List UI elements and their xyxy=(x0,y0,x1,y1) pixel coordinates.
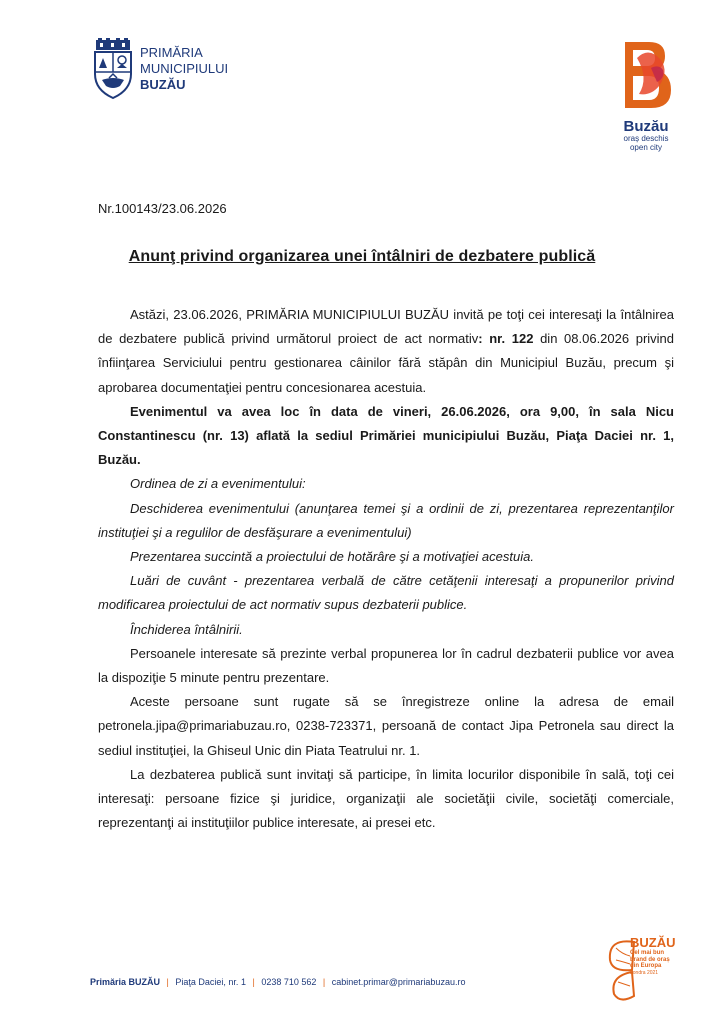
paragraph-speaking-time: Persoanele interesate să prezinte verbal propunerea lor în cadrul dezbaterii publice vor avea la dispoziţie 5 minute pentru prezentare. xyxy=(98,645,674,686)
institution-line-2: MUNICIPIULUI xyxy=(140,61,229,76)
agenda-item-presentation: Prezentarea succintă a proiectului de hotărâre şi a motivaţiei acestuia. xyxy=(130,549,534,565)
award-line-1: Cel mai bun xyxy=(630,950,665,956)
agenda-item-opening: Deschiderea evenimentului (anunţarea temei şi a ordinii de zi, prezentarea reprezentanţilor instituţiei şi a regulilor de desfăşurare a evenimentului) xyxy=(98,500,674,540)
paragraph-agenda-heading: Ordinea de zi a evenimentului: xyxy=(130,476,306,492)
award-line-3: din Europa xyxy=(630,963,662,969)
paragraph-participants: La dezbaterea publică sunt invitaţi să participe, în limita locurilor disponibile în sală, toţi cei interesaţi: persoane fizice şi juridice, organizaţii ale societăţii civile, societăţi comerciale, reprezentanţi ai instituţiilor publice interesate, ai presei etc. xyxy=(98,766,674,831)
footer-separator: | xyxy=(252,977,255,987)
document-body xyxy=(98,303,674,835)
award-line-2: brand de oraș xyxy=(630,956,670,963)
paragraph-intro-text-c: din 08.06.2026 privind înfiinţarea Serviciului pentru gestionarea câinilor fără stăpân din Municipiul Buzău, precum şi aprobarea documentaţiei pentru concesionarea acestuia. xyxy=(98,331,675,395)
institution-line-3: BUZĂU xyxy=(140,77,186,92)
footer-phone: 0238 710 562 xyxy=(261,977,317,987)
agenda-item-speeches: Luări de cuvânt - prezentarea verbală de către cetăţenii interesaţi a propunerilor privind modificarea proiectului de act normativ supus dezbaterii publice. xyxy=(98,573,674,613)
agenda-item-closing: Închiderea întâlnirii. xyxy=(130,621,243,637)
paragraph-intro xyxy=(98,303,674,400)
coat-of-arms-icon xyxy=(92,38,134,100)
municipality-logo xyxy=(92,38,228,100)
paragraph-intro-text-b: : nr. 122 xyxy=(478,331,534,347)
award-line-4: Londra 2021 xyxy=(630,969,659,976)
footer-org: Primăria BUZĂU xyxy=(90,977,161,987)
award-title: BUZĂU xyxy=(630,935,676,950)
footer-email: cabinet.primar@primariabuzau.ro xyxy=(331,977,466,987)
footer-address: Piaţa Daciei, nr. 1 xyxy=(175,977,246,987)
city-brand-logo xyxy=(606,38,686,152)
paragraph-event-details: Evenimentul va avea loc în data de vineri, 26.06.2026, ora 9,00, în sala Nicu Constantinescu (nr. 13) aflată la sediul Primăriei municipiului Buzău, Piaţa Daciei nr. 1, Buzău. xyxy=(98,403,674,468)
paragraph-intro-text-a: Astăzi, 23.06.2026, PRIMĂRIA MUNICIPIULUI BUZĂU invită pe toţi cei interesaţi la întâlnirea de dezbatere publică privind următorul proiect de act normativ xyxy=(98,307,674,347)
document-title: Anunţ privind organizarea unei întâlniri de dezbatere publică xyxy=(128,248,596,265)
paragraph-registration: Aceste persoane sunt rugate să se înregistreze online la adresa de email petronela.jipa@primariabuzau.ro, 0238-723371, persoană de contact Jipa Petronela sau direct la sediul instituţiei, la Ghiseul Unic din Piata Teatrului nr. 1. xyxy=(98,694,674,758)
city-brand-mark-icon xyxy=(615,38,677,112)
document-number: Nr.100143/23.06.2026 xyxy=(98,201,227,216)
footer-separator: | xyxy=(166,977,169,987)
institution-line-1: PRIMĂRIA xyxy=(140,45,203,60)
brand-tagline-2: open city xyxy=(629,143,663,152)
brand-name: Buzău xyxy=(623,118,669,135)
brand-tagline-1: oraș deschis xyxy=(623,134,669,143)
footer-separator: | xyxy=(322,977,326,987)
award-badge xyxy=(604,936,684,1008)
page-footer xyxy=(90,977,465,987)
